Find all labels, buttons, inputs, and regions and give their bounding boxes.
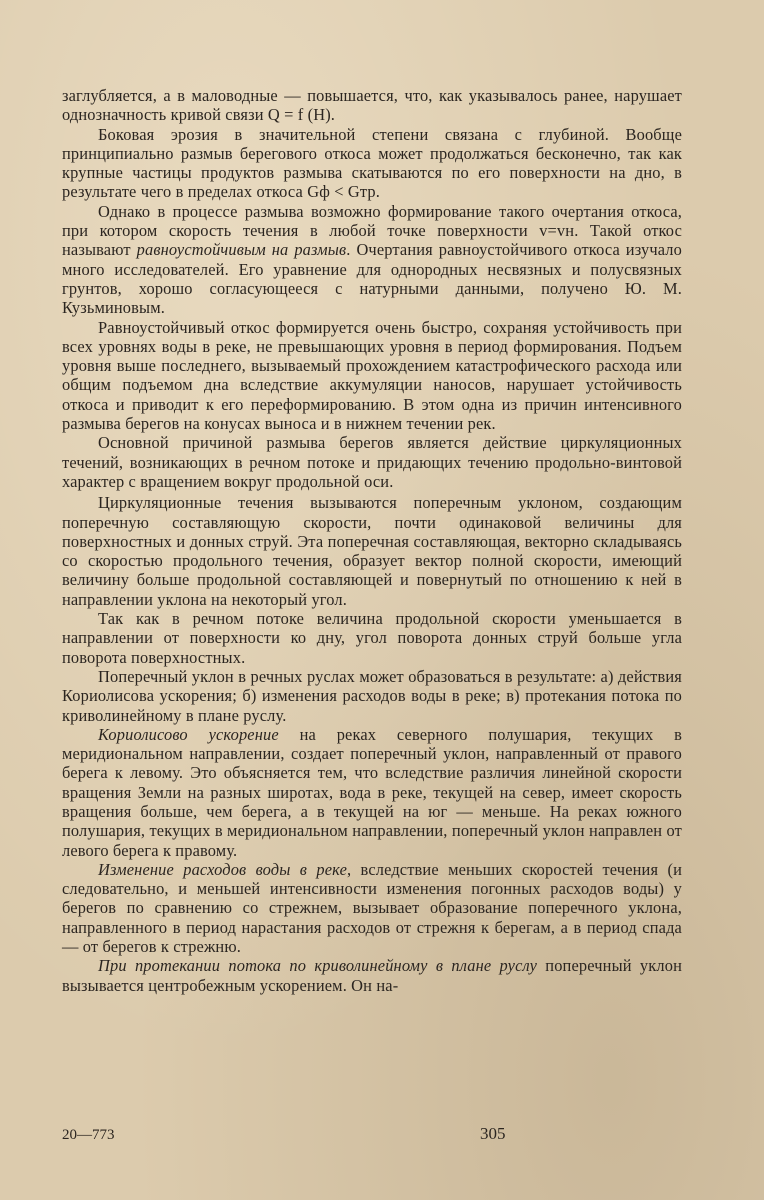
italic-term: Кориолисово ускорение (98, 724, 279, 744)
paragraph-10: Изменение расходов воды в реке, вследствие меньших скоростей течения (и следовательно, и меньшей интенсивности изменения погонных расходов воды) у берегов по сравнению со стрежнем, вызывает образование поперечного уклона, направленного в период нарастания расходов от стрежня к берегам, а в период спада — от берегов к стрежню. (62, 859, 682, 957)
printer-signature: 20—773 (62, 1127, 115, 1143)
italic-term: При протекании потока по криволинейному в плане руслу (98, 956, 538, 976)
italic-term: равноустойчивым на размыв (136, 240, 347, 260)
paragraph-4: Равноустойчивый откос формируется очень быстро, сохраняя устойчивость при всех уровнях воды в реке, не превышающих уровня в период формирования. Подъем уровня выше последнего, вызываемый прохождением катастрофического расхода или общим подъемом дна вследствие аккумуляции наносов, нарушает устойчивость откоса и приводит к его переформированию. В этом одна из причин интенсивного размыва берегов на конусах выноса и в нижнем течении рек. (62, 317, 682, 434)
paragraph-5: Основной причиной размыва берегов является действие циркуляционных течений, возникающих в речном потоке и придающих течению продольно-винтовой характер с вращением вокруг продольной оси. (62, 433, 682, 491)
paragraph-7: Так как в речном потоке величина продольной скорости уменьшается в направлении от поверхности ко дну, угол поворота донных струй больше угла поворота поверхностных. (62, 609, 682, 667)
paragraph-6: Циркуляционные течения вызываются поперечным уклоном, создающим поперечную составляющую скорости, почти одинаковой величины для поверхностных и донных струй. Эта поперечная составляющая, векторно складываясь со скоростью продольного течения, образует вектор полной скорости, имеющий величину больше продольной составляющей и повернутый по отношению к ней в направлении уклона на некоторый угол. (62, 493, 682, 609)
paragraph-8: Поперечный уклон в речных руслах может образоваться в результате: а) действия Кориолисова ускорения; б) изменения расходов воды в реке; в) протекания потока по криволинейному в плане руслу. (62, 666, 682, 725)
page-number: 305 (480, 1124, 506, 1143)
paragraph-11: При протекании потока по криволинейному в плане руслу поперечный уклон вызывается центробежным ускорением. Он на- (62, 956, 682, 995)
paragraph-2: Боковая эрозия в значительной степени связана с глубиной. Вообще принципиально размыв берегового откоса может продолжаться бесконечно, так как крупные частицы продуктов размыва скатываются по его поверхности на дно, в результате чего в пределах откоса Gф < Gтр. (62, 124, 682, 202)
paragraph-3: Однако в процессе размыва возможно формирование такого очертания откоса, при котором скорость течения в любой точке поверхности v=vн. Такой откос называют равноустойчивым на размыв. Очертания равноустойчивого откоса изучало много исследователей. Его уравнение для однородных несвязных и полусвязных грунтов, хорошо согласующееся с натурными данными, получено Ю. М. Кузьминовым. (62, 201, 682, 318)
paragraph-9: Кориолисово ускорение на реках северного полушария, текущих в меридиональном направлении, создает поперечный уклон, направленный от правого берега к левому. Это объясняется тем, что вследствие различия линейной скорости вращения Земли на разных широтах, вода в реке, текущей на север, имеет скорость вращения больше, чем берега, а в текущей на юг — меньше. На реках южного полушария, текущих в меридиональном направлении, поперечный уклон направлен от левого берега к правому. (62, 724, 682, 860)
body-text (62, 86, 682, 995)
italic-term: Изменение расходов воды в реке (98, 859, 347, 879)
paragraph-1: заглубляется, а в маловодные — повышается, что, как указывалось ранее, нарушает однозначность кривой связи Q = f (H). (62, 86, 682, 125)
